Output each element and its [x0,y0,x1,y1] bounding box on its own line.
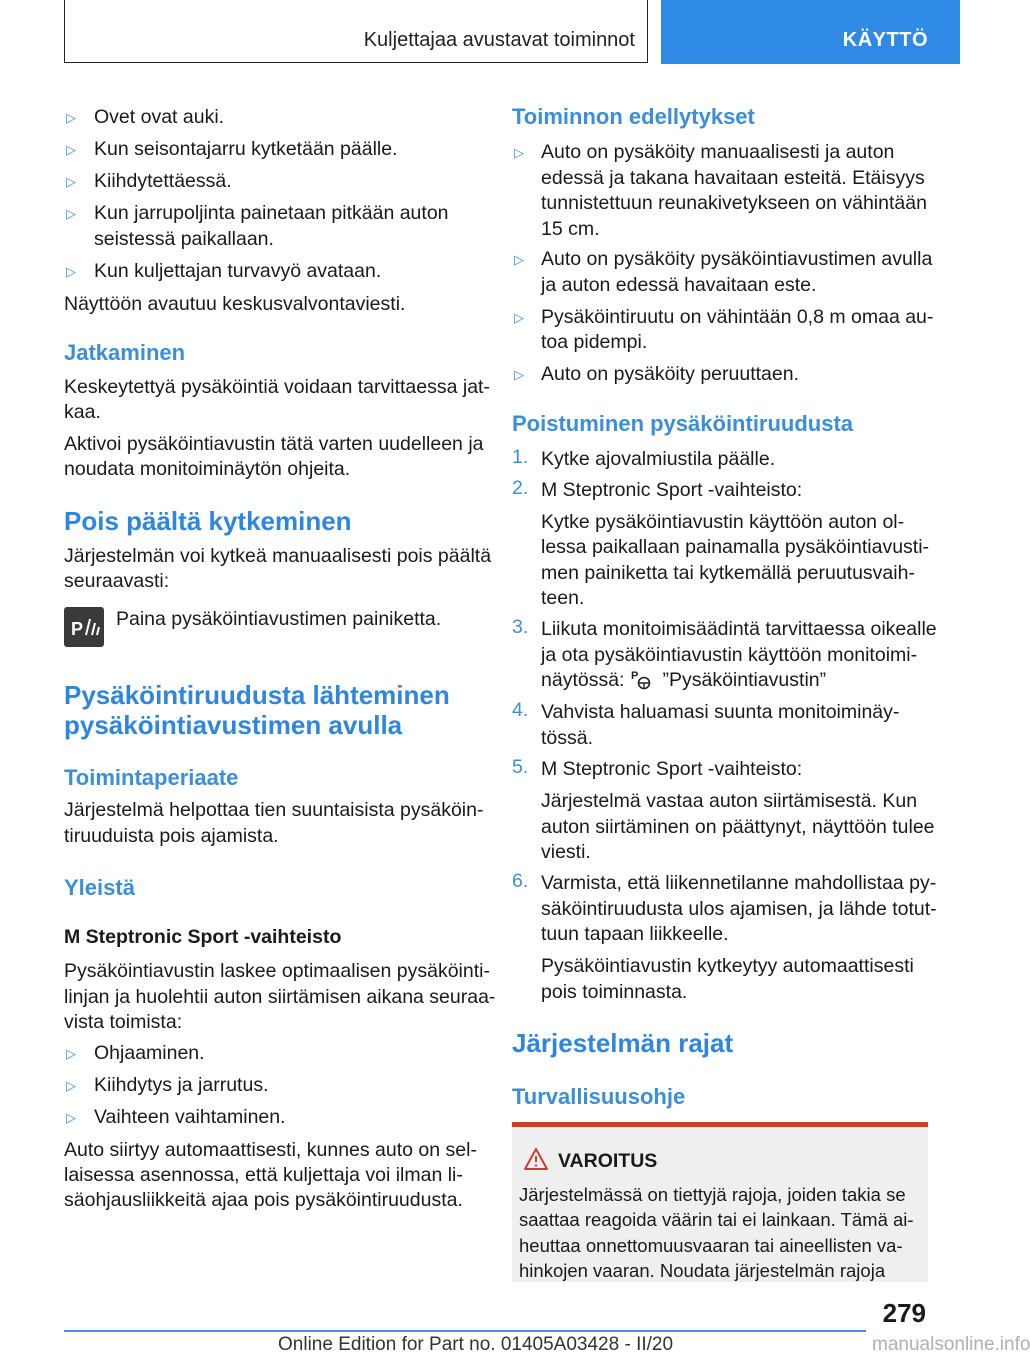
bullet-text: edessä ja takana havaitaan esteitä. Etäisyys [541,167,925,189]
bullet-text: Vaihteen vaihtaminen. [94,1106,286,1128]
paragraph-line: Keskeytettyä pysäköintiä voidaan tarvittaessa jat- [64,376,490,398]
watermark-logo: manualsonline.info [872,1334,1030,1355]
triangle-bullet-icon: ▷ [66,142,76,157]
bullet-text: Kun kuljettajan turvavyö avataan. [94,260,382,282]
step-number: 5. [512,756,529,778]
heading-toimintaperiaate: Toimintaperiaate [64,765,239,790]
icon-instruction: Paina pysäköintiavustimen painiketta. [116,608,442,630]
triangle-bullet-icon: ▷ [514,145,524,160]
warning-triangle-icon [524,1148,548,1175]
bullet-text: tunnistettuun reunakivetykseen on vähintään [541,192,927,214]
warning-text: saattaa reagoida väärin tai ei lainkaan. Tämä ai- [519,1209,914,1230]
heading-turvallisuusohje: Turvallisuusohje [512,1084,686,1109]
heading-lahteminen-line2: pysäköintiavustimen avulla [64,710,403,740]
paragraph-line: linjan ja huolehtii auton siirtämisen aikana seuraa- [64,986,496,1008]
paragraph-line: tiruuduista pois ajamista. [64,825,279,847]
step-text: Kytke ajovalmiustila päälle. [541,448,776,470]
paragraph-line: Järjestelmä helpottaa tien suuntaisista pysäköin- [64,799,484,821]
heading-poistuminen: Poistuminen pysäköintiruudusta [512,411,854,436]
heading-pois-paalta: Pois päältä kytkeminen [64,506,352,536]
heading-jatkaminen: Jatkaminen [64,340,186,365]
bullet-text: Auto on pysäköity manuaalisesti ja auton [541,141,895,163]
step-text: pois toiminnasta. [541,981,688,1003]
triangle-bullet-icon: ▷ [66,1078,76,1093]
paragraph-line: Auto siirtyy automaattisesti, kunnes auto on sel- [64,1139,477,1161]
paragraph-line: vista toimista: [64,1011,183,1033]
section-title: Kuljettajaa avustavat toiminnot [363,29,635,51]
chapter-tab-label: KÄYTTÖ [842,29,928,51]
park-assist-display-icon [630,668,652,690]
step-number: 1. [512,446,529,468]
step-text: ja ota pysäköintiavustin käyttöön monitoimi- [541,644,918,666]
paragraph-line: kaa. [64,401,101,423]
svg-text:P: P [631,670,639,682]
svg-text:P: P [71,619,84,639]
step-text: ”Pysäköintiavustin” [662,669,827,691]
triangle-bullet-icon: ▷ [66,264,76,279]
bullet-text: seistessä paikallaan. [94,228,274,250]
step-text: Järjestelmä vastaa auton siirtämisestä. Kun [541,790,918,812]
bullet-text: Kiihdytys ja jarrutus. [94,1074,269,1096]
heading-edellytykset: Toiminnon edellytykset [512,104,755,129]
footer-rule [64,1330,866,1332]
triangle-bullet-icon: ▷ [514,252,524,267]
step-text: Liikuta monitoimisäädintä tarvittaessa oikealle [541,618,937,640]
step-text: Kytke pysäköintiavustin käyttöön auton ol- [541,511,905,533]
paragraph-line: laisessa asennossa, että kuljettaja voi ilman li- [64,1164,463,1186]
step-text: Vahvista haluamasi suunta monitoiminäy- [541,701,900,723]
step-text-with-icon [541,667,826,693]
subheading-steptronic: M Steptronic Sport -vaihteisto [64,926,342,948]
triangle-bullet-icon: ▷ [514,367,524,382]
paragraph-line: noudata monitoiminäytön ohjeita. [64,458,351,480]
bullet-text: Pysäköintiruutu on vähintään 0,8 m omaa au- [541,306,934,328]
warning-text: hinkojen vaaran. Noudata järjestelmän rajoja [519,1260,886,1281]
warning-title: VAROITUS [558,1150,658,1172]
bullet-text: Ohjaaminen. [94,1042,205,1064]
step-text: lessa paikallaan painamalla pysäköintiavusti- [541,536,930,558]
warning-text: Järjestelmässä on tiettyjä rajoja, joiden takia se [519,1184,906,1205]
warning-bar [512,1122,928,1127]
page-header [0,0,960,66]
edition-note: Online Edition for Part no. 01405A03428 - II/20 [278,1334,674,1355]
bullet-text: ja auton edessä havaitaan este. [541,274,817,296]
step-text: auton siirtäminen on päättynyt, näyttöön tulee [541,816,935,838]
step-text: Varmista, että liikennetilanne mahdollistaa py- [541,872,937,894]
step-text: näytössä: [541,669,625,691]
step-text: teen. [541,587,585,609]
step-text: M Steptronic Sport -vaihteisto: [541,479,803,501]
triangle-bullet-icon: ▷ [66,206,76,221]
paragraph-line: Aktivoi pysäköintiavustin tätä varten uudelleen ja [64,433,484,455]
bullet-text: Auto on pysäköity peruuttaen. [541,363,800,385]
bullet-text: Kun jarrupoljinta painetaan pitkään auton [94,202,449,224]
paragraph: Näyttöön avautuu keskusvalvontaviesti. [64,293,406,315]
bullet-text: Ovet ovat auki. [94,106,225,128]
heading-lahteminen: Pysäköintiruudusta lähteminen [64,680,450,710]
paragraph-line: säohjausliikkeitä ajaa pois pysäköintiruudusta. [64,1189,463,1211]
bullet-text: toa pidempi. [541,331,648,353]
triangle-bullet-icon: ▷ [66,1110,76,1125]
bullet-text: Auto on pysäköity pysäköintiavustimen avulla [541,248,933,270]
step-number: 6. [512,870,529,892]
step-text: säköintiruudusta ulos ajamisen, ja lähde totut- [541,898,937,920]
heading-yleista: Yleistä [64,875,135,900]
chapter-tab [661,0,960,64]
step-text: tuun tapaan liikkeelle. [541,923,729,945]
step-text: men painiketta tai kytkemällä peruutusvaih- [541,562,915,584]
paragraph-line: Pysäköintiavustin laskee optimaalisen pysäköinti- [64,960,490,982]
paragraph-line: seuraavasti: [64,570,170,592]
step-text: tössä. [541,727,594,749]
bullet-text: Kiihdytettäessä. [94,170,232,192]
triangle-bullet-icon: ▷ [514,310,524,325]
step-number: 4. [512,699,529,721]
step-number: 2. [512,477,529,499]
step-text: Pysäköintiavustin kytkeytyy automaattisesti [541,955,914,977]
warning-text: heuttaa onnettomuusvaaran tai aineellisten va- [519,1235,903,1256]
step-text: M Steptronic Sport -vaihteisto: [541,758,803,780]
step-number: 3. [512,616,529,638]
warning-box [512,1122,928,1282]
triangle-bullet-icon: ▷ [66,174,76,189]
step-text: viesti. [541,841,591,863]
triangle-bullet-icon: ▷ [66,1046,76,1061]
page-number: 279 [882,1298,926,1328]
heading-rajat: Järjestelmän rajat [512,1028,734,1058]
bullet-text: Kun seisontajarru kytketään päälle. [94,138,398,160]
paragraph-line: Järjestelmän voi kytkeä manuaalisesti pois päältä [64,545,492,567]
park-assist-button-icon [64,607,104,647]
bullet-text: 15 cm. [541,218,600,240]
triangle-bullet-icon: ▷ [66,110,76,125]
section-title-box [64,0,648,63]
